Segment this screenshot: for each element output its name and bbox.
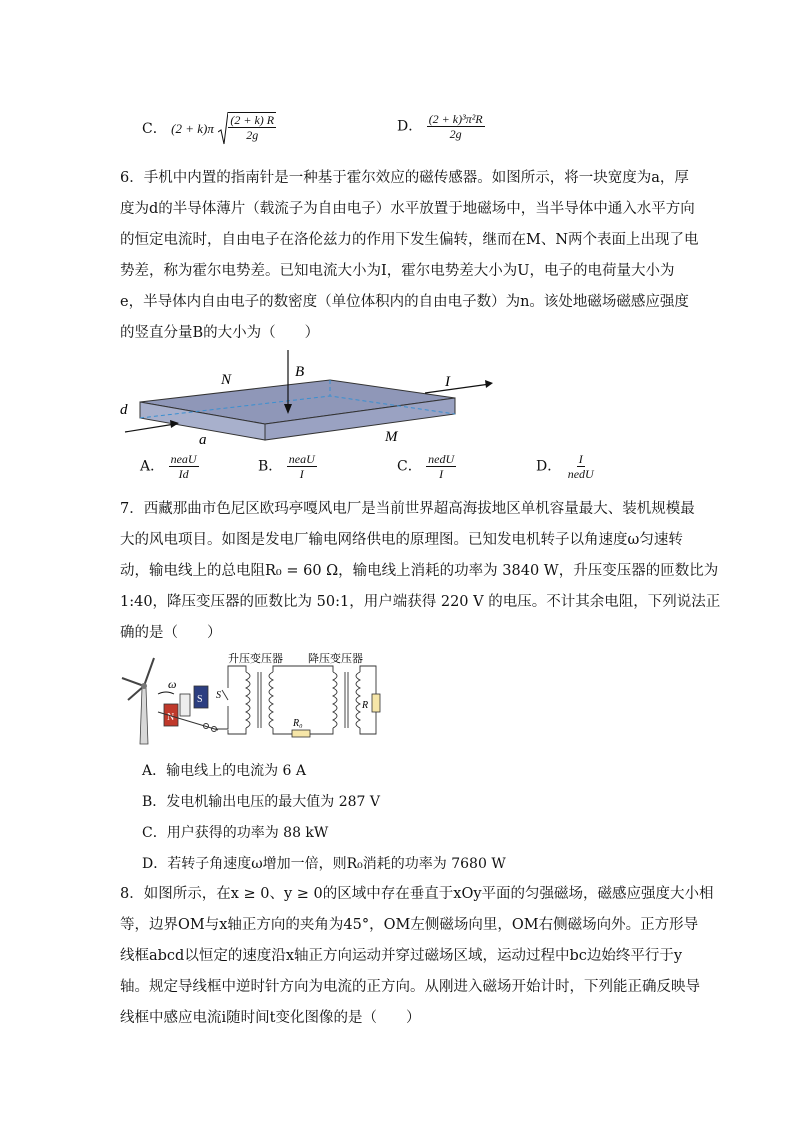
- q6-option-c: [397, 452, 456, 481]
- q6-line: 的恒定电流时，自由电子在洛伦兹力的作用下发生偏转，继而在M、N两个表面上出现了电: [120, 232, 699, 248]
- label-B: B: [295, 364, 305, 380]
- q8-line: 轴。规定导线框中逆时针方向为电流的正方向。从刚进入磁场开始计时，下列能正确反映导: [120, 979, 700, 995]
- step-up-label: 升压变压器: [228, 653, 283, 665]
- q5-option-d-label: D．: [397, 118, 423, 135]
- q6-option-denominator: Id: [178, 467, 189, 481]
- q6-option-numerator: neaU: [170, 452, 197, 466]
- q6-line: 度为d的半导体薄片（载流子为自由电子）水平放置于地磁场中，当半导体中通入水平方向: [120, 201, 695, 217]
- q8-line: 8．如图所示，在x ≥ 0、y ≥ 0的区域中存在垂直于xOy平面的匀强磁场，磁感应强度大小相: [120, 886, 714, 902]
- magnet-S-label: S: [197, 694, 203, 705]
- q6-option-label: C．: [397, 458, 422, 475]
- label-d: d: [120, 402, 128, 418]
- q7-line: 7．西藏那曲市色尼区欧玛亭嘎风电厂是当前世界超高海拔地区单机容量最大、装机规模最: [120, 501, 695, 517]
- q5-c-numerator: (2 + k) R: [230, 113, 275, 127]
- q5-c-denominator: 2g: [246, 128, 259, 142]
- omega-label: ω: [168, 677, 177, 691]
- q7-line: 确的是（ ）: [120, 625, 222, 641]
- q6-option-denominator: I: [299, 467, 304, 481]
- q6-option-d: [536, 452, 596, 481]
- label-N: N: [221, 372, 232, 388]
- magnet-N-label: N: [167, 712, 175, 723]
- q5-d-numerator: (2 + k)³π²R: [428, 112, 483, 126]
- q6-option-numerator: nedU: [428, 452, 455, 466]
- q6-option-b: [258, 452, 317, 481]
- q7-line: 动，输电线上的总电阻R₀ = 60 Ω，输电线上消耗的功率为 3840 W，升压变压器的匝数比为: [120, 563, 719, 579]
- q6-option-label: D．: [536, 458, 562, 475]
- q7-line: 大的风电项目。如图是发电厂输电网络供电的原理图。已知发电机转子以角速度ω匀速转: [120, 532, 683, 548]
- q6-line: 的竖直分量B的大小为（ ）: [120, 325, 320, 341]
- q5-option-c-label: C．: [142, 121, 167, 137]
- q6-option-label: A．: [140, 458, 165, 475]
- q6-option-label: B．: [258, 458, 283, 475]
- q6-line: 势差，称为霍尔电势差。已知电流大小为I，霍尔电势差大小为U，电子的电荷量大小为: [120, 263, 675, 279]
- q8-line: 等，边界OM与x轴正方向的夹角为45°，OM左侧磁场向里，OM右侧磁场向外。正方形导: [120, 917, 699, 933]
- q6-line: 6．手机中内置的指南针是一种基于霍尔效应的磁传感器。如图所示，将一块宽度为a，厚: [120, 170, 689, 186]
- sqrt-sign-icon: [218, 112, 228, 146]
- q5-d-denominator: 2g: [449, 127, 462, 141]
- q5-option-c-prefix: (2 + k)π: [171, 121, 214, 136]
- q7-option-d: D．若转子角速度ω增加一倍，则R₀消耗的功率为 7680 W: [142, 856, 506, 872]
- q6-option-denominator: I: [439, 467, 444, 481]
- q5-option-c: [142, 112, 276, 146]
- resistor-R-icon: [372, 694, 380, 712]
- q7-option-c: C．用户获得的功率为 88 kW: [142, 825, 329, 841]
- step-down-label: 降压变压器: [308, 653, 363, 665]
- q5-option-d: [397, 112, 485, 141]
- q8-line: 线框中感应电流i随时间t变化图像的是（ ）: [120, 1010, 421, 1026]
- q7-option-a: A．输电线上的电流为 6 A: [142, 763, 307, 779]
- q6-option-a: [140, 452, 199, 481]
- switch-label: S: [216, 690, 221, 701]
- q5-option-c-sqrt: [218, 112, 276, 146]
- q8-line: 线框abcd以恒定的速度沿x轴正方向运动并穿过磁场区域，运动过程中bc边始终平行于y: [120, 948, 683, 964]
- q6-option-numerator: neaU: [288, 452, 315, 466]
- resistor-R0-icon: [292, 730, 310, 737]
- q6-option-numerator: I: [578, 452, 583, 466]
- turbine-tower-icon: [140, 688, 148, 744]
- q6-line: e，半导体内自由电子的数密度（单位体积内的自由电子数）为n。该处地磁场磁感应强度: [120, 294, 689, 310]
- q6-hall-slab-figure: [115, 348, 505, 448]
- label-I: I: [445, 374, 450, 390]
- q7-option-b: B．发电机输出电压的最大值为 287 V: [142, 794, 381, 810]
- q7-transmission-figure: [118, 650, 388, 746]
- R-label: R: [362, 700, 369, 711]
- q6-option-denominator: nedU: [567, 467, 594, 481]
- R0-label: R₀: [293, 718, 303, 729]
- label-M: M: [385, 429, 398, 445]
- label-a: a: [199, 432, 207, 448]
- q7-line: 1:40，降压变压器的匝数比为 50:1，用户端获得 220 V 的电压。不计其余电阻，下列说法正: [120, 594, 721, 610]
